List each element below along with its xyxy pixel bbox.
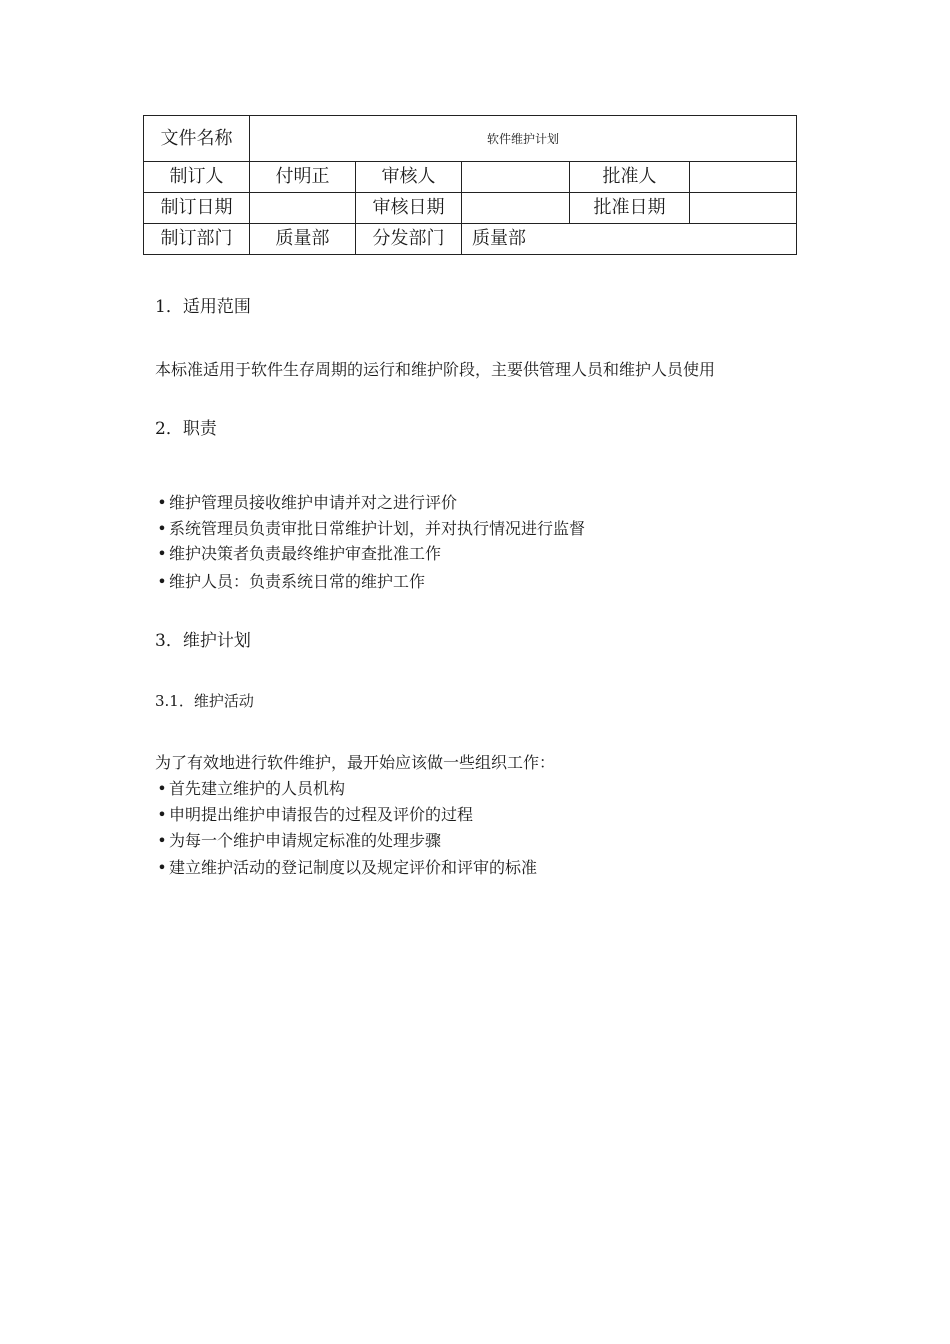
list-item bbox=[155, 574, 425, 590]
bullet-icon: • bbox=[157, 805, 167, 824]
list-item bbox=[155, 807, 473, 823]
list-item-text: 维护管理员接收维护申请并对之进行评价 bbox=[169, 493, 458, 512]
list-item-text: 申明提出维护申请报告的过程及评价的过程 bbox=[169, 805, 474, 824]
list-item bbox=[155, 781, 345, 797]
approve-date-label: 批准日期 bbox=[570, 193, 690, 224]
author-date-label: 制订日期 bbox=[144, 193, 250, 224]
bullet-icon: • bbox=[157, 493, 167, 512]
list-item bbox=[155, 495, 457, 511]
review-date-label: 审核日期 bbox=[356, 193, 462, 224]
section-2-heading: 2．职责 bbox=[155, 419, 217, 439]
list-item bbox=[155, 546, 441, 562]
author-dept-label: 制订部门 bbox=[144, 224, 250, 255]
approve-date-value bbox=[690, 193, 797, 224]
bullet-icon: • bbox=[157, 572, 167, 591]
list-item-text: 首先建立维护的人员机构 bbox=[169, 779, 346, 798]
list-item bbox=[155, 860, 537, 876]
list-item-text: 建立维护活动的登记制度以及规定评价和评审的标准 bbox=[169, 858, 538, 877]
list-item-text: 维护决策者负责最终维护审查批准工作 bbox=[169, 544, 442, 563]
bullet-icon: • bbox=[157, 544, 167, 563]
author-date-value bbox=[250, 193, 356, 224]
list-item bbox=[155, 833, 441, 849]
section-1-body: 本标准适用于软件生存周期的运行和维护阶段，主要供管理人员和维护人员使用 bbox=[155, 360, 716, 379]
dist-dept-value: 质量部 bbox=[462, 224, 797, 255]
list-item-text: 为每一个维护申请规定标准的处理步骤 bbox=[169, 831, 442, 850]
header-row-file-name bbox=[144, 116, 797, 162]
file-name-label: 文件名称 bbox=[144, 116, 250, 162]
section-1-heading: 1．适用范围 bbox=[155, 297, 251, 317]
reviewer-value bbox=[462, 162, 570, 193]
bullet-icon: • bbox=[157, 831, 167, 850]
section-3-1-heading: 3.1．维护活动 bbox=[155, 692, 254, 710]
dist-dept-label: 分发部门 bbox=[356, 224, 462, 255]
author-label: 制订人 bbox=[144, 162, 250, 193]
list-item bbox=[155, 521, 585, 537]
author-dept-value: 质量部 bbox=[250, 224, 356, 255]
document-header-table bbox=[143, 115, 797, 255]
reviewer-label: 审核人 bbox=[356, 162, 462, 193]
file-name-value: 软件维护计划 bbox=[250, 116, 797, 162]
author-value: 付明正 bbox=[250, 162, 356, 193]
section-3-1-intro: 为了有效地进行软件维护，最开始应该做一些组织工作： bbox=[155, 753, 556, 772]
list-item-text: 系统管理员负责审批日常维护计划，并对执行情况进行监督 bbox=[169, 519, 586, 538]
header-row-departments bbox=[144, 224, 797, 255]
list-item-text: 维护人员：负责系统日常的维护工作 bbox=[169, 572, 426, 591]
bullet-icon: • bbox=[157, 519, 167, 538]
bullet-icon: • bbox=[157, 779, 167, 798]
review-date-value bbox=[462, 193, 570, 224]
bullet-icon: • bbox=[157, 858, 167, 877]
approver-value bbox=[690, 162, 797, 193]
header-row-people bbox=[144, 162, 797, 193]
header-row-dates bbox=[144, 193, 797, 224]
approver-label: 批准人 bbox=[570, 162, 690, 193]
section-3-heading: 3．维护计划 bbox=[155, 631, 251, 651]
